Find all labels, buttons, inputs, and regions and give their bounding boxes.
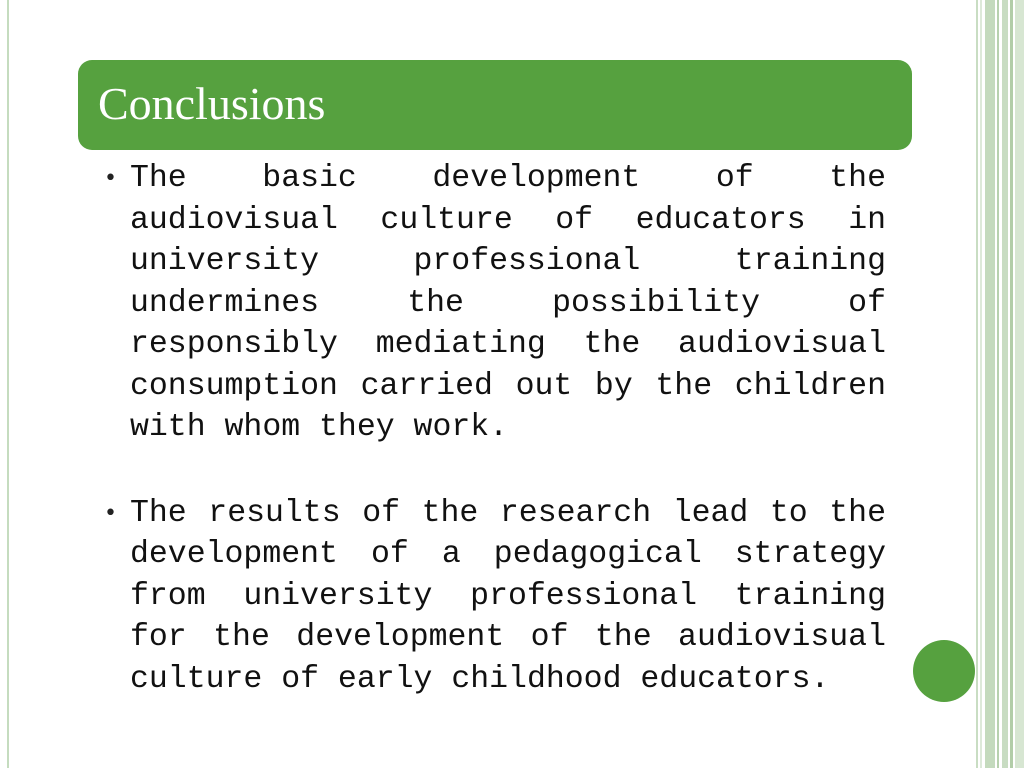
left-border-line [7,0,9,768]
stripe [985,0,995,768]
stripe [1002,0,1008,768]
bullet-text: The results of the research lead to the development of a pedagogical strategy from university professional training for the development of the audiovisual culture of early childhood educators. [130,495,886,697]
stripe [997,0,999,768]
stripe [1010,0,1013,768]
right-decorative-stripes [976,0,1024,768]
bullet-list [104,158,886,700]
stripe [980,0,982,768]
bullet-icon: • [104,500,117,526]
slide-title: Conclusions [98,77,326,129]
bullet-item [104,158,886,449]
bullet-icon: • [104,166,117,191]
bullet-item [104,493,886,701]
decorative-circle [913,640,975,702]
stripe [1015,0,1024,768]
title-bar [78,60,912,150]
stripe [976,0,978,768]
bullet-text: The basic development of the audiovisual culture of educators in university professional training undermines the possibility of responsibly mediating the audiovisual consumption carried out by the children with whom they work. [130,161,886,445]
